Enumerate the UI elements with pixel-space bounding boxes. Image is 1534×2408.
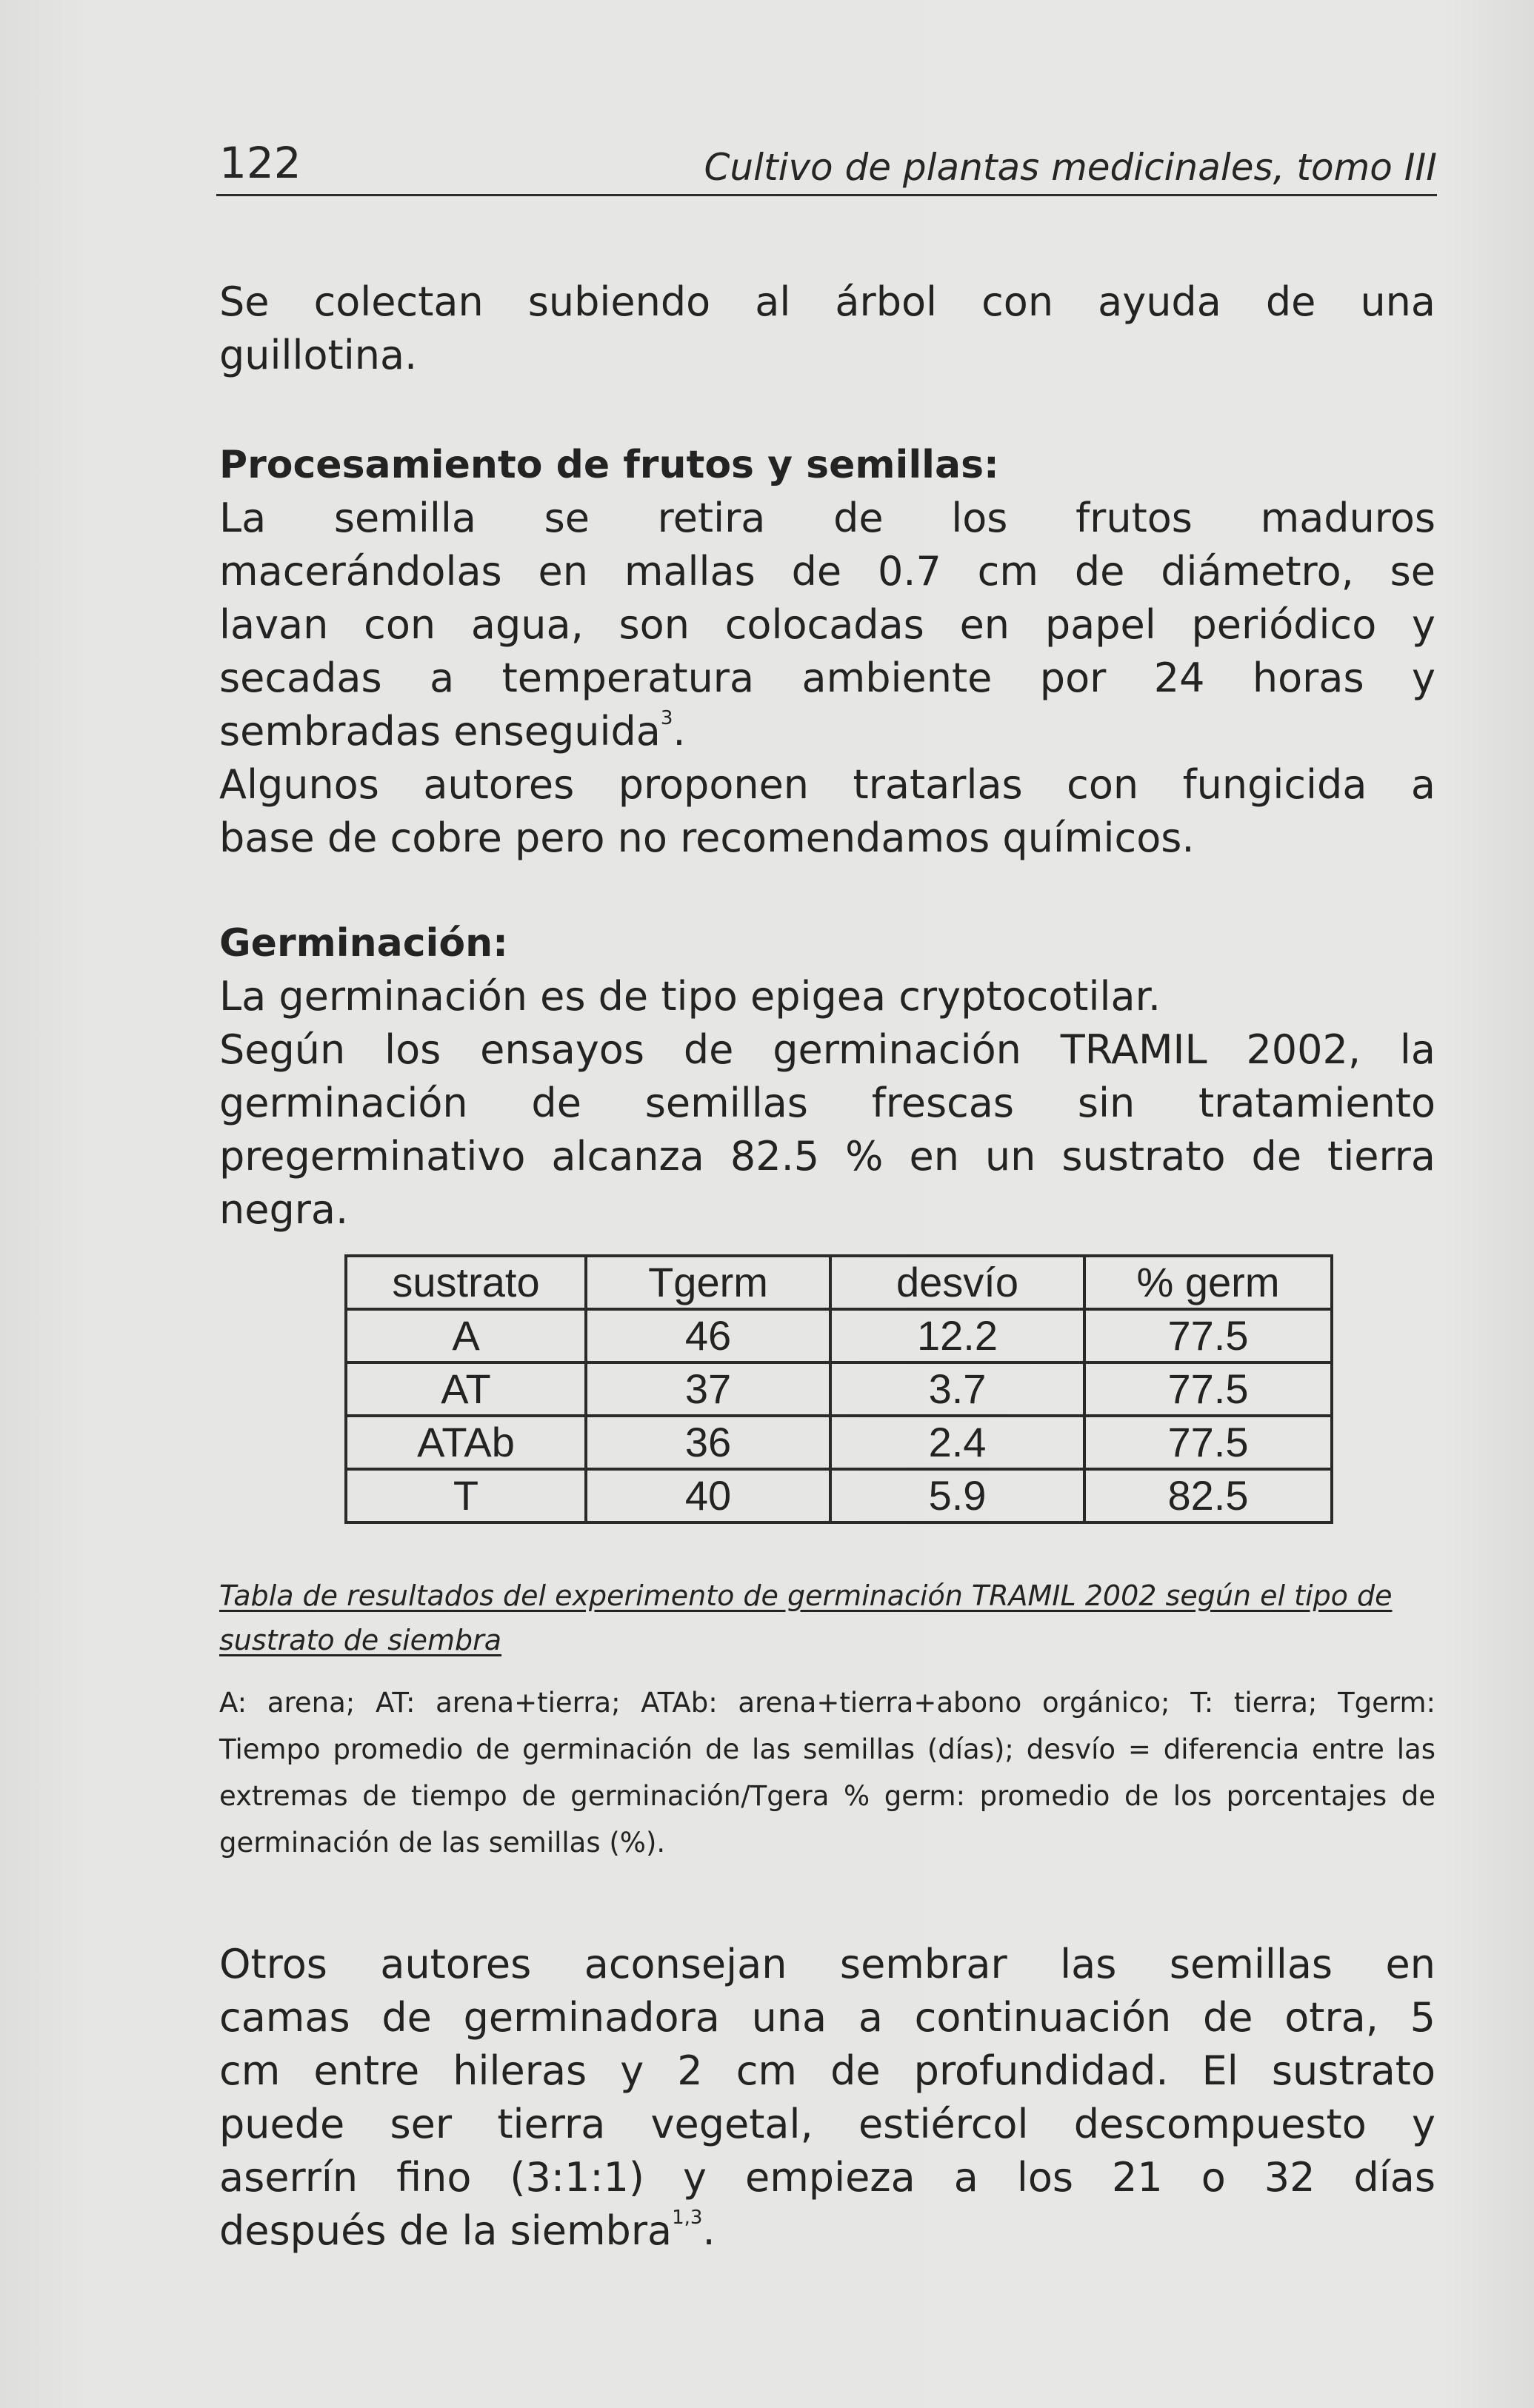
germination-line-3: germinación de semillas frescas sin tratamiento <box>219 1080 1435 1126</box>
germination-line-4: pregerminativo alcanza 82.5 % en un sustrato de tierra <box>219 1133 1435 1180</box>
processing-last-punct: . <box>673 708 686 755</box>
sowing-last-punct: . <box>702 2207 716 2254</box>
sowing-line-2: camas de germinadora una a continuación de otra, 5 <box>219 1994 1435 2041</box>
table-row <box>346 1362 1332 1416</box>
table-cell: 46 <box>586 1309 830 1362</box>
table-cell: 37 <box>586 1362 830 1416</box>
table-cell: 77.5 <box>1084 1362 1332 1416</box>
table-header-cell: sustrato <box>346 1256 586 1309</box>
germination-heading: Germinación: <box>219 921 508 966</box>
running-title: Cultivo de plantas medicinales, tomo III <box>704 146 1437 189</box>
germination-line-2: Según los ensayos de germinación TRAMIL 2002, la <box>219 1026 1435 1073</box>
table-header-row <box>346 1256 1332 1309</box>
germination-table-wrap <box>344 1254 1333 1524</box>
page-number: 122 <box>219 138 301 188</box>
table-cell: 12.2 <box>830 1309 1084 1362</box>
sowing-line-4: puede ser tierra vegetal, estiércol descompuesto y <box>219 2101 1435 2147</box>
processing-note-line-2: base de cobre pero no recomendamos químicos. <box>219 815 1195 861</box>
sowing-text <box>219 1938 1435 2258</box>
table-cell: 5.9 <box>830 1469 1084 1522</box>
table-cell: 40 <box>586 1469 830 1522</box>
table-row <box>346 1416 1332 1469</box>
table-cell: T <box>346 1469 586 1522</box>
table-cell: 82.5 <box>1084 1469 1332 1522</box>
table-cell: A <box>346 1309 586 1362</box>
sowing-line-5: aserrín fino (3:1:1) y empieza a los 21 o 32 días <box>219 2154 1435 2201</box>
table-header-cell: % germ <box>1084 1256 1332 1309</box>
table-row <box>346 1309 1332 1362</box>
processing-line-1: La semilla se retira de los frutos maduros <box>219 495 1435 541</box>
table-cell: 77.5 <box>1084 1309 1332 1362</box>
processing-heading: Procesamiento de frutos y semillas: <box>219 443 999 487</box>
table-header-cell: desvío <box>830 1256 1084 1309</box>
reference-superscript: 3 <box>660 707 673 729</box>
main-text <box>219 275 1435 1237</box>
processing-last-text: sembradas enseguida <box>219 708 661 755</box>
processing-line-2: macerándolas en mallas de 0.7 cm de diámetro, se <box>219 548 1435 595</box>
germination-table <box>344 1254 1333 1524</box>
table-cell: AT <box>346 1362 586 1416</box>
processing-note-line-1: Algunos autores proponen tratarlas con fungicida a <box>219 761 1435 808</box>
sowing-line-6 <box>219 2204 1435 2258</box>
sowing-line-3: cm entre hileras y 2 cm de profundidad. El sustrato <box>219 2047 1435 2094</box>
intro-line-2: guillotina. <box>219 332 418 378</box>
processing-line-5 <box>219 705 1435 758</box>
table-cell: 3.7 <box>830 1362 1084 1416</box>
table-caption: Tabla de resultados del experimento de germinación TRAMIL 2002 según el tipo de sustrato de siembra <box>219 1579 1393 1656</box>
sowing-last-text: después de la siembra <box>219 2207 673 2254</box>
germination-line-1: La germinación es de tipo epigea cryptocotilar. <box>219 973 1161 1020</box>
reference-superscript: 1,3 <box>672 2207 703 2229</box>
processing-line-3: lavan con agua, son colocadas en papel periódico y <box>219 601 1435 648</box>
sowing-line-1: Otros autores aconsejan sembrar las semillas en <box>219 1941 1435 1987</box>
processing-line-4: secadas a temperatura ambiente por 24 horas y <box>219 655 1435 701</box>
table-cell: 36 <box>586 1416 830 1469</box>
intro-line-1: Se colectan subiendo al árbol con ayuda de una <box>219 278 1435 325</box>
page-header <box>216 130 1437 196</box>
germination-line-5: negra. <box>219 1186 349 1233</box>
table-cell: ATAb <box>346 1416 586 1469</box>
table-cell: 2.4 <box>830 1416 1084 1469</box>
table-legend: A: arena; AT: arena+tierra; ATAb: arena+tierra+abono orgánico; T: tierra; Tgerm: Tiempo promedio de germinación de las semillas (días); desvío = diferencia entre las extremas de tiempo de germinación/Tgera % germ: promedio de los porcentajes de germinación de las semillas (%). <box>219 1687 1435 1859</box>
table-header-cell: Tgerm <box>586 1256 830 1309</box>
table-row <box>346 1469 1332 1522</box>
table-cell: 77.5 <box>1084 1416 1332 1469</box>
